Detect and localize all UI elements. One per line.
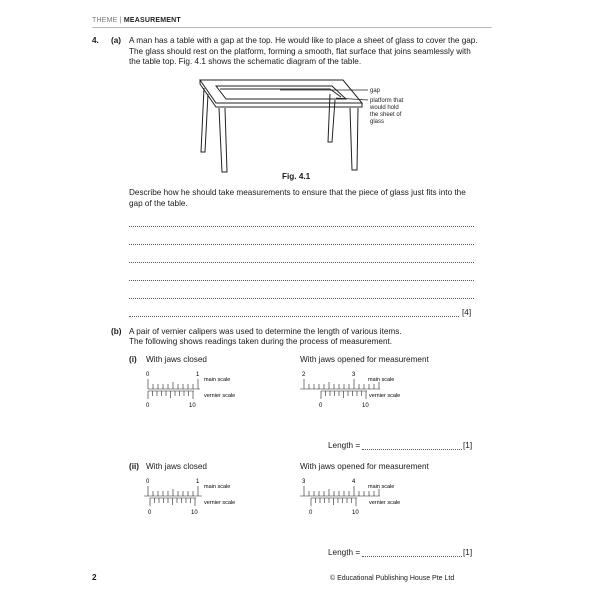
- theme-header: [92, 17, 181, 24]
- length-answer-ii[interactable]: [362, 556, 462, 557]
- vernier-scale-label: vernier scale: [369, 393, 401, 399]
- label-platform-2: would hold: [370, 105, 399, 111]
- caliper-i-closed: [140, 368, 280, 410]
- marks-ii: [1]: [463, 548, 473, 557]
- main-tick-label: 3: [352, 372, 356, 378]
- vernier-tick-label: 0: [319, 403, 323, 409]
- answer-line[interactable]: [129, 280, 474, 281]
- main-tick-label: 1: [196, 479, 200, 485]
- vernier-scale-label: vernier scale: [369, 500, 401, 506]
- caliper-ii-closed: [140, 475, 280, 517]
- vernier-tick-label: 10: [189, 403, 196, 409]
- length-label-ii: Length =: [328, 548, 361, 557]
- main-scale-label: main scale: [368, 377, 395, 383]
- question-number: 4.: [92, 36, 99, 45]
- part-a-label: (a): [111, 36, 122, 45]
- main-tick-label: 3: [302, 479, 306, 485]
- part-b-i-open-title: With jaws opened for measurement: [300, 355, 429, 364]
- main-tick-label: 1: [196, 372, 200, 378]
- vernier-scale-label: vernier scale: [204, 500, 236, 506]
- answer-line[interactable]: [129, 244, 474, 245]
- table-figure: [180, 74, 430, 178]
- vernier-tick-label: 10: [362, 403, 369, 409]
- main-tick-label: 2: [302, 372, 306, 378]
- part-b-text-1: A pair of vernier calipers was used to determine the length of various items.: [129, 327, 402, 336]
- header-rule: [92, 27, 492, 28]
- part-b-text-2: The following shows readings taken during the process of measurement.: [129, 337, 393, 346]
- answer-line[interactable]: [129, 316, 459, 317]
- length-label-i: Length =: [328, 441, 361, 450]
- vernier-scale-label: vernier scale: [204, 393, 236, 399]
- part-a-text: A man has a table with a gap at the top. He would like to place a sheet of glass to cover the gap. The glass should rest on the platform, forming a smooth, flat surface that joins seamlessly with the table top. Fig. 4.1 shows the schematic diagram of the table.: [129, 36, 478, 66]
- answer-line[interactable]: [129, 226, 474, 227]
- part-a-question: Describe how he should take measurements to ensure that the piece of glass just fits into the gap of the table.: [129, 188, 466, 208]
- figure-caption: Fig. 4.1: [282, 172, 311, 181]
- label-platform-1: platform that: [370, 98, 404, 104]
- page-number: 2: [92, 573, 97, 582]
- label-platform-4: glass: [370, 119, 385, 125]
- marks-i: [1]: [463, 441, 473, 450]
- part-b-ii-open-title: With jaws opened for measurement: [300, 462, 429, 471]
- main-tick-label: 0: [146, 479, 150, 485]
- part-a-marks: [4]: [462, 308, 472, 317]
- vernier-tick-label: 10: [191, 510, 198, 516]
- theme-prefix: THEME: [92, 17, 118, 24]
- answer-line[interactable]: [129, 262, 474, 263]
- part-b-label: (b): [111, 327, 122, 336]
- part-b-ii-label: (ii): [129, 462, 140, 471]
- caliper-i-open: [296, 368, 436, 410]
- publisher-credit: © Educational Publishing House Pte Ltd: [330, 575, 455, 582]
- main-scale-label: main scale: [368, 484, 395, 490]
- answer-line[interactable]: [129, 298, 474, 299]
- label-platform-3: the sheet of: [370, 112, 402, 118]
- main-tick-label: 0: [146, 372, 150, 378]
- caliper-ii-open: [296, 475, 436, 517]
- main-scale-label: main scale: [204, 484, 231, 490]
- vernier-tick-label: 0: [148, 510, 152, 516]
- length-answer-i[interactable]: [362, 449, 462, 450]
- part-b-i-label: (i): [129, 355, 137, 364]
- part-b-i-closed-title: With jaws closed: [146, 355, 207, 364]
- label-gap: gap: [370, 88, 381, 94]
- vernier-tick-label: 0: [146, 403, 150, 409]
- main-scale-label: main scale: [204, 377, 231, 383]
- theme-name: MEASUREMENT: [123, 17, 181, 24]
- main-tick-label: 4: [352, 479, 356, 485]
- vernier-tick-label: 0: [309, 510, 313, 516]
- vernier-tick-label: 10: [352, 510, 359, 516]
- part-b-ii-closed-title: With jaws closed: [146, 462, 207, 471]
- theme-separator: |: [117, 17, 124, 24]
